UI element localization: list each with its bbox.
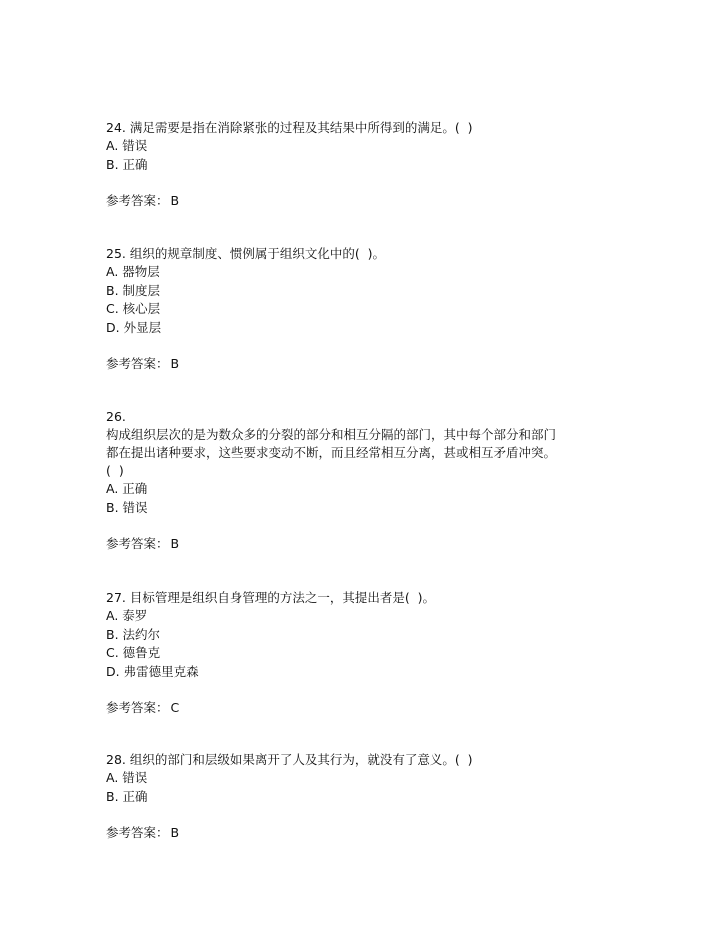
question-25	[106, 245, 626, 373]
question-27	[106, 589, 626, 717]
question-stem-line-3: 都在提出诸种要求，这些要求变动不断，而且经常相互分离，甚或相互矛盾冲突。	[106, 445, 557, 460]
option-c: C. 德鲁克	[106, 645, 161, 660]
option-a: A. 泰罗	[106, 608, 148, 623]
option-b: B. 制度层	[106, 282, 161, 298]
answer-line	[106, 192, 626, 210]
question-28	[106, 751, 626, 842]
option-b: B. 错误	[106, 499, 148, 515]
option-a: A. 错误	[106, 770, 148, 785]
option-b: B. 法约尔	[106, 626, 161, 642]
answer-line	[106, 699, 626, 717]
answer-label: 参考答案：	[106, 700, 169, 715]
question-stem-line-2: 构成组织层次的是为数众多的分裂的部分和相互分隔的部门，其中每个部分和部门	[106, 427, 557, 442]
option-a: A. 器物层	[106, 264, 160, 279]
question-stem: 24. 满足需要是指在消除紧张的过程及其结果中所得到的满足。( )	[106, 120, 473, 135]
answer-value: B	[170, 356, 180, 371]
answer-label: 参考答案：	[106, 356, 169, 371]
option-b: B. 正确	[106, 156, 148, 172]
question-stem: 28. 组织的部门和层级如果离开了人及其行为，就没有了意义。( )	[106, 752, 473, 767]
option-a: A. 正确	[106, 481, 148, 496]
question-stem: 27. 目标管理是组织自身管理的方法之一，其提出者是( )。	[106, 590, 436, 605]
answer-value: B	[170, 193, 180, 208]
question-stem-line-1: 26.	[106, 409, 126, 424]
answer-value: C	[170, 700, 180, 715]
question-stem-line-4: ( )	[106, 463, 124, 478]
option-d: D. 弗雷德里克森	[106, 663, 199, 679]
option-d: D. 外显层	[106, 319, 162, 335]
answer-label: 参考答案：	[106, 193, 169, 208]
option-b: B. 正确	[106, 788, 148, 804]
answer-line	[106, 355, 626, 373]
question-stem: 25. 组织的规章制度、惯例属于组织文化中的( )。	[106, 246, 386, 261]
question-24	[106, 119, 626, 210]
answer-value: B	[170, 536, 180, 551]
answer-label: 参考答案：	[106, 536, 169, 551]
answer-label: 参考答案：	[106, 825, 169, 840]
question-26	[106, 408, 626, 553]
option-c: C. 核心层	[106, 301, 161, 316]
answer-line	[106, 535, 626, 553]
answer-line	[106, 824, 626, 842]
answer-value: B	[170, 825, 180, 840]
option-a: A. 错误	[106, 138, 148, 153]
